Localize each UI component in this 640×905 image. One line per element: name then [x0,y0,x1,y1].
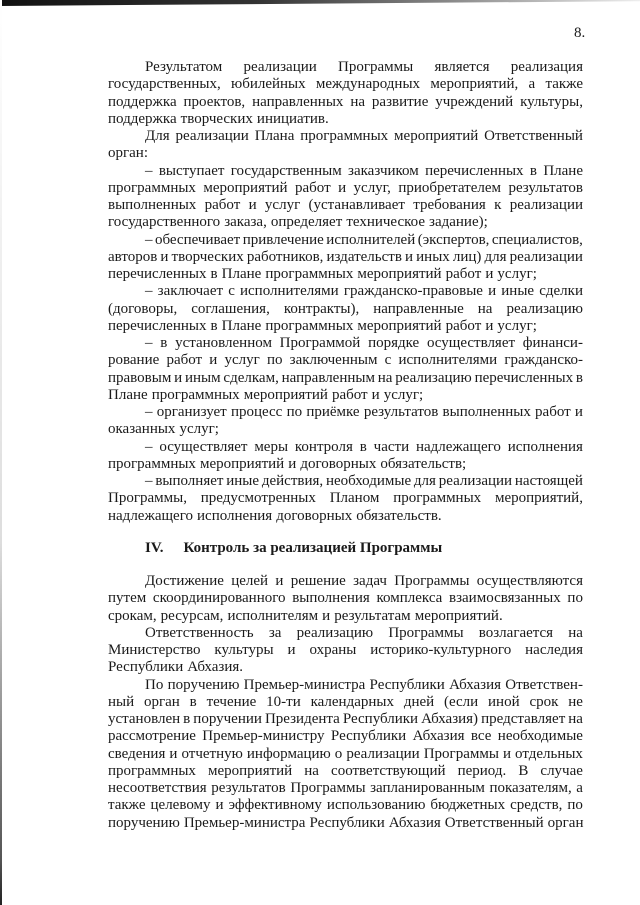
paragraph [108,677,583,832]
section-responsibilities [108,59,583,525]
scan-edge-top [0,0,640,6]
paragraph [108,404,583,439]
section-control [108,573,583,832]
text-line: поручению Премьер-министра Республики Абхазия Ответственный орган [108,814,584,831]
text-line: надлежащего исполнения договорных обязательств. [108,507,442,524]
text-line: рассмотрение Премьер-министру Республики Абхазия все необходимые [108,728,583,745]
text-line: Плане программных мероприятий работ и услуг; [108,386,424,403]
text-line: По поручению Премьер-министра Республики Абхазия Ответствен- [145,676,583,693]
paragraph [108,59,583,128]
text-line: также целевому и эффективному использованию бюджетных средств, по [108,797,583,814]
text-line: государственных, юбилейных международных мероприятий, а также [108,76,583,93]
text-line: – осуществляет меры контроля в части надлежащего исполнения [145,438,583,455]
section-title: Контроль за реализацией Программы [183,539,443,556]
text-line: – обеспечивает привлечение исполнителей (экспертов, специалистов, [145,231,583,248]
text-line: программных мероприятий и договорных обязательств; [108,455,467,472]
text-line: рование работ и услуг по заключенным с исполнителями гражданско- [108,352,583,369]
section-heading [108,540,583,557]
text-line: программных мероприятий работ и услуг, приобретателем результатов [108,179,583,196]
text-line: (договоры, соглашения, контракты), направленные на реализацию [108,300,583,317]
paragraph [108,232,583,284]
paragraph [108,335,583,404]
paragraph [108,283,583,335]
text-line: государственного заказа, определяет техническое задание); [108,214,488,231]
text-line: Достижение целей и решение задач Программы осуществляются [145,573,583,589]
section-number: IV. [145,539,164,556]
text-line: авторов и творческих работников, издательств и иных лиц) для реализации [108,248,583,265]
text-line: оказанных услуг; [108,421,219,438]
text-line: установлен в поручении Президента Республики Абхазия) представляет на [108,711,583,727]
text-line: путем скоординированного выполнения комплекса взаимосвязанных по [108,590,583,607]
paragraph [108,439,583,474]
text-line: Программы, предусмотренных Планом программных мероприятий, [108,490,583,507]
text-line: Для реализации Плана программных мероприятий Ответственный [145,128,583,144]
text-line: – выступает государственным заказчиком перечисленных в Плане [145,162,583,179]
text-line: поддержка проектов, направленных на развитие учреждений культуры, [108,93,583,110]
text-line: перечисленных в Плане программных мероприятий работ и услуг; [108,317,537,334]
text-line: правовым и иным сделкам, направленным на реализацию перечисленных в [108,369,583,386]
paragraph [108,625,583,677]
paragraph [108,573,583,625]
scan-edge-left [0,0,2,905]
text-line: Министерство культуры и охраны историко-культурного наследия [108,642,583,658]
paragraph [108,473,583,525]
page-number: 8. [574,25,586,41]
text-line: сведения и отчетную информацию о реализации Программы и отдельных [108,745,583,762]
text-line: – в установленном Программой порядке осуществляет финанси- [145,335,583,351]
text-line: орган: [108,145,149,162]
text-line: Республики Абхазия. [108,659,243,676]
text-line: поддержка творческих инициатив. [108,110,329,127]
text-line: – выполняет иные действия, необходимые для реализации настоящей [145,473,583,489]
text-line: ный орган в течение 10-ти календарных дней (если иной срок не [108,693,583,710]
paragraph [108,128,583,163]
text-line: – организует процесс по приёмке результатов выполненных работ и [145,404,583,420]
text-line: перечисленных в Плане программных мероприятий работ и услуг; [108,266,537,282]
text-line: срокам, ресурсам, исполнителям и результатам мероприятий. [108,607,503,624]
text-line: Результатом реализации Программы является реализация [145,59,583,75]
text-line: несоответствия результатов Программы запланированным показателям, а [108,780,583,796]
document-body [108,59,583,832]
text-line: выполненных работ и услуг (устанавливает требования к реализации [108,197,583,213]
text-line: Ответственность за реализацию Программы возлагается на [145,624,583,641]
text-line: программных мероприятий на соответствующий период. В случае [108,762,583,779]
text-line: – заключает с исполнителями гражданско-правовые и иные сделки [145,283,583,300]
paragraph [108,163,583,232]
